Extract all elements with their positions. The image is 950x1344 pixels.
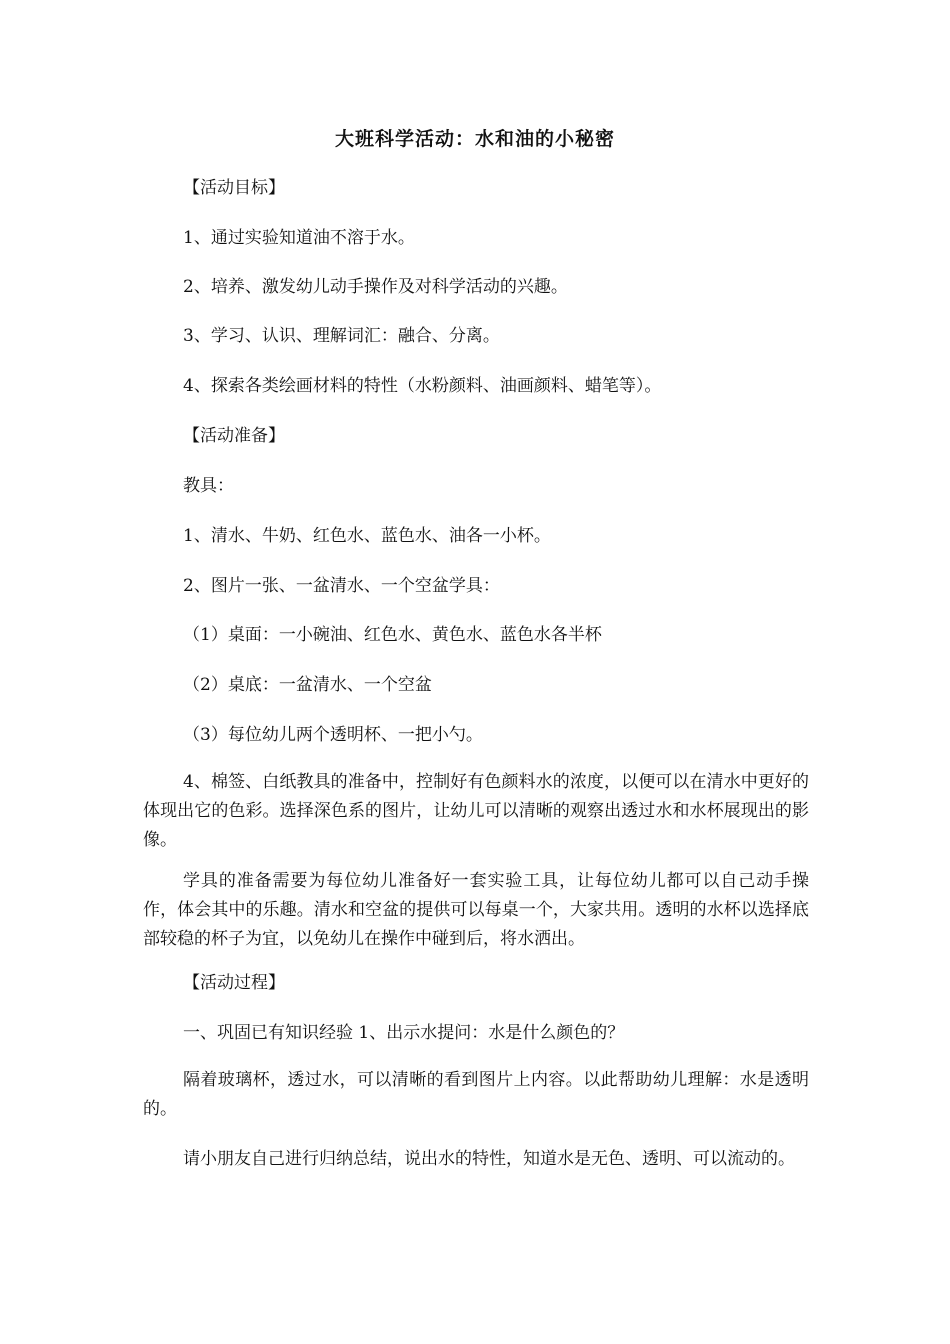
goal-item: 4、探索各类绘画材料的特性（水粉颜料、油画颜料、蜡笔等）。 xyxy=(183,376,662,396)
prep-item: 1、清水、牛奶、红色水、蓝色水、油各一小杯。 xyxy=(183,526,551,546)
prep-heading: 【活动准备】 xyxy=(183,426,285,446)
prep-paragraph: 学具的准备需要为每位幼儿准备好一套实验工具，让每位幼儿都可以自己动手操作，体会其中的乐趣。清水和空盆的提供可以每桌一个，大家共用。透明的水杯以选择底部较稳的杯子为宜，以免幼儿在操作中碰到后，将水洒出。 xyxy=(143,871,809,949)
process-paragraph: 请小朋友自己进行归纳总结，说出水的特性，知道水是无色、透明、可以流动的。 xyxy=(183,1149,795,1169)
prep-item: （1）桌面：一小碗油、红色水、黄色水、蓝色水各半杯 xyxy=(183,625,602,645)
process-paragraph: 隔着玻璃杯，透过水，可以清晰的看到图片上内容。以此帮助幼儿理解：水是透明的。 xyxy=(143,1070,809,1119)
process-step: 一、巩固已有知识经验 1、出示水提问：水是什么颜色的？ xyxy=(183,1023,625,1043)
goals-heading: 【活动目标】 xyxy=(183,178,285,198)
goal-item: 2、培养、激发幼儿动手操作及对科学活动的兴趣。 xyxy=(183,277,568,297)
goal-item: 1、通过实验知道油不溶于水。 xyxy=(183,228,415,248)
prep-paragraph: 4、棉签、白纸教具的准备中，控制好有色颜料水的浓度，以便可以在清水中更好的体现出它的色彩。选择深色系的图片，让幼儿可以清晰的观察出透过水和水杯展现出的影像。 xyxy=(143,772,809,850)
prep-item: 2、图片一张、一盆清水、一个空盆学具： xyxy=(183,576,500,596)
goal-item: 3、学习、认识、理解词汇：融合、分离。 xyxy=(183,326,500,346)
document-title: 大班科学活动：水和油的小秘密 xyxy=(334,128,615,150)
prep-item: （2）桌底：一盆清水、一个空盆 xyxy=(183,675,432,695)
prep-item: （3）每位幼儿两个透明杯、一把小勺。 xyxy=(183,725,483,745)
process-heading: 【活动过程】 xyxy=(183,973,285,993)
teaching-aids-label: 教具： xyxy=(183,476,234,496)
